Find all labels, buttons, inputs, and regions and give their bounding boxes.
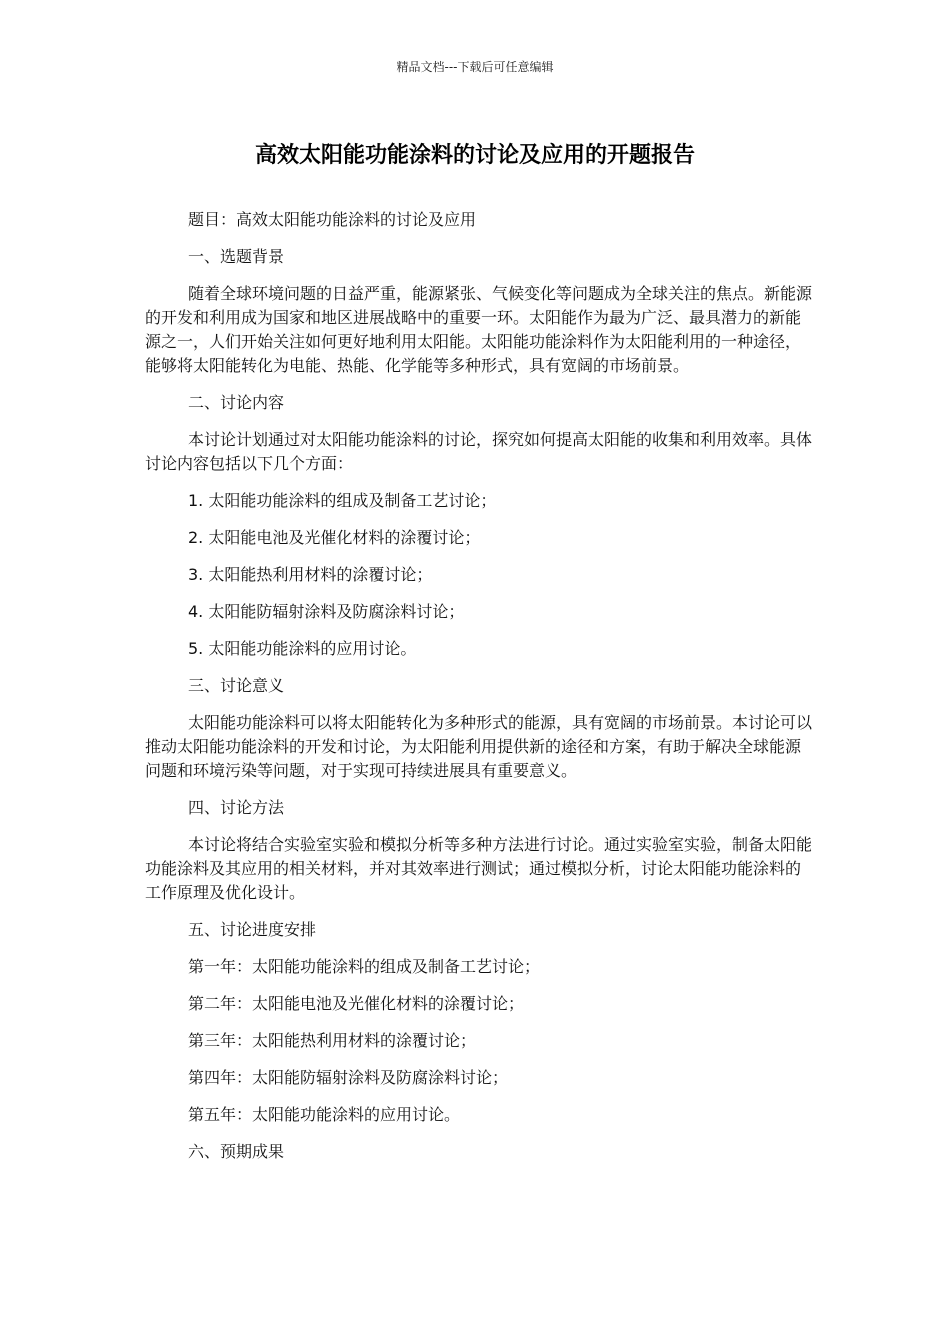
schedule-list-item: 第四年：太阳能防辐射涂料及防腐涂料讨论；	[188, 1068, 509, 1087]
section-heading-outcomes: 六、预期成果	[188, 1142, 285, 1161]
schedule-list-item: 第二年：太阳能电池及光催化材料的涂覆讨论；	[188, 994, 525, 1013]
schedule-list-item: 第五年：太阳能功能涂料的应用讨论。	[188, 1105, 461, 1124]
section-heading-content: 二、讨论内容	[188, 393, 285, 412]
section-heading-significance: 三、讨论意义	[188, 676, 285, 695]
content-list-item: 1. 太阳能功能涂料的组成及制备工艺讨论；	[188, 491, 497, 510]
topic-line: 题目：高效太阳能功能涂料的讨论及应用	[188, 210, 477, 229]
schedule-list-item: 第一年：太阳能功能涂料的组成及制备工艺讨论；	[188, 957, 541, 976]
section-heading-method: 四、讨论方法	[188, 798, 285, 817]
content-list-item: 2. 太阳能电池及光催化材料的涂覆讨论；	[188, 528, 481, 547]
method-paragraph: 本讨论将结合实验室实验和模拟分析等多种方法进行讨论。通过实验室实验，制备太阳能功能涂料及其应用的相关材料，并对其效率进行测试；通过模拟分析，讨论太阳能功能涂料的工作原理及优化设计。	[145, 835, 813, 902]
content-list-item: 4. 太阳能防辐射涂料及防腐涂料讨论；	[188, 602, 465, 621]
section-heading-schedule: 五、讨论进度安排	[188, 920, 317, 939]
header-note: 精品文档---下载后可任意编辑	[396, 60, 554, 74]
content-paragraph: 本讨论计划通过对太阳能功能涂料的讨论，探究如何提高太阳能的收集和利用效率。具体讨论内容包括以下几个方面：	[145, 430, 813, 473]
content-list-item: 5. 太阳能功能涂料的应用讨论。	[188, 639, 417, 658]
background-paragraph: 随着全球环境问题的日益严重，能源紧张、气候变化等问题成为全球关注的焦点。新能源的开发和利用成为国家和地区进展战略中的重要一环。太阳能作为最为广泛、最具潜力的新能源之一，人们开始关注如何更好地利用太阳能。太阳能功能涂料作为太阳能利用的一种途径，能够将太阳能转化为电能、热能、化学能等多种形式，具有宽阔的市场前景。	[145, 284, 813, 375]
document-title: 高效太阳能功能涂料的讨论及应用的开题报告	[254, 143, 695, 168]
document-body	[145, 208, 815, 1177]
content-list-item: 3. 太阳能热利用材料的涂覆讨论；	[188, 565, 433, 584]
schedule-list-item: 第三年：太阳能热利用材料的涂覆讨论；	[188, 1031, 477, 1050]
section-heading-background: 一、选题背景	[188, 247, 285, 266]
significance-paragraph: 太阳能功能涂料可以将太阳能转化为多种形式的能源，具有宽阔的市场前景。本讨论可以推动太阳能功能涂料的开发和讨论，为太阳能利用提供新的途径和方案，有助于解决全球能源问题和环境污染等问题，对于实现可持续进展具有重要意义。	[145, 713, 813, 780]
